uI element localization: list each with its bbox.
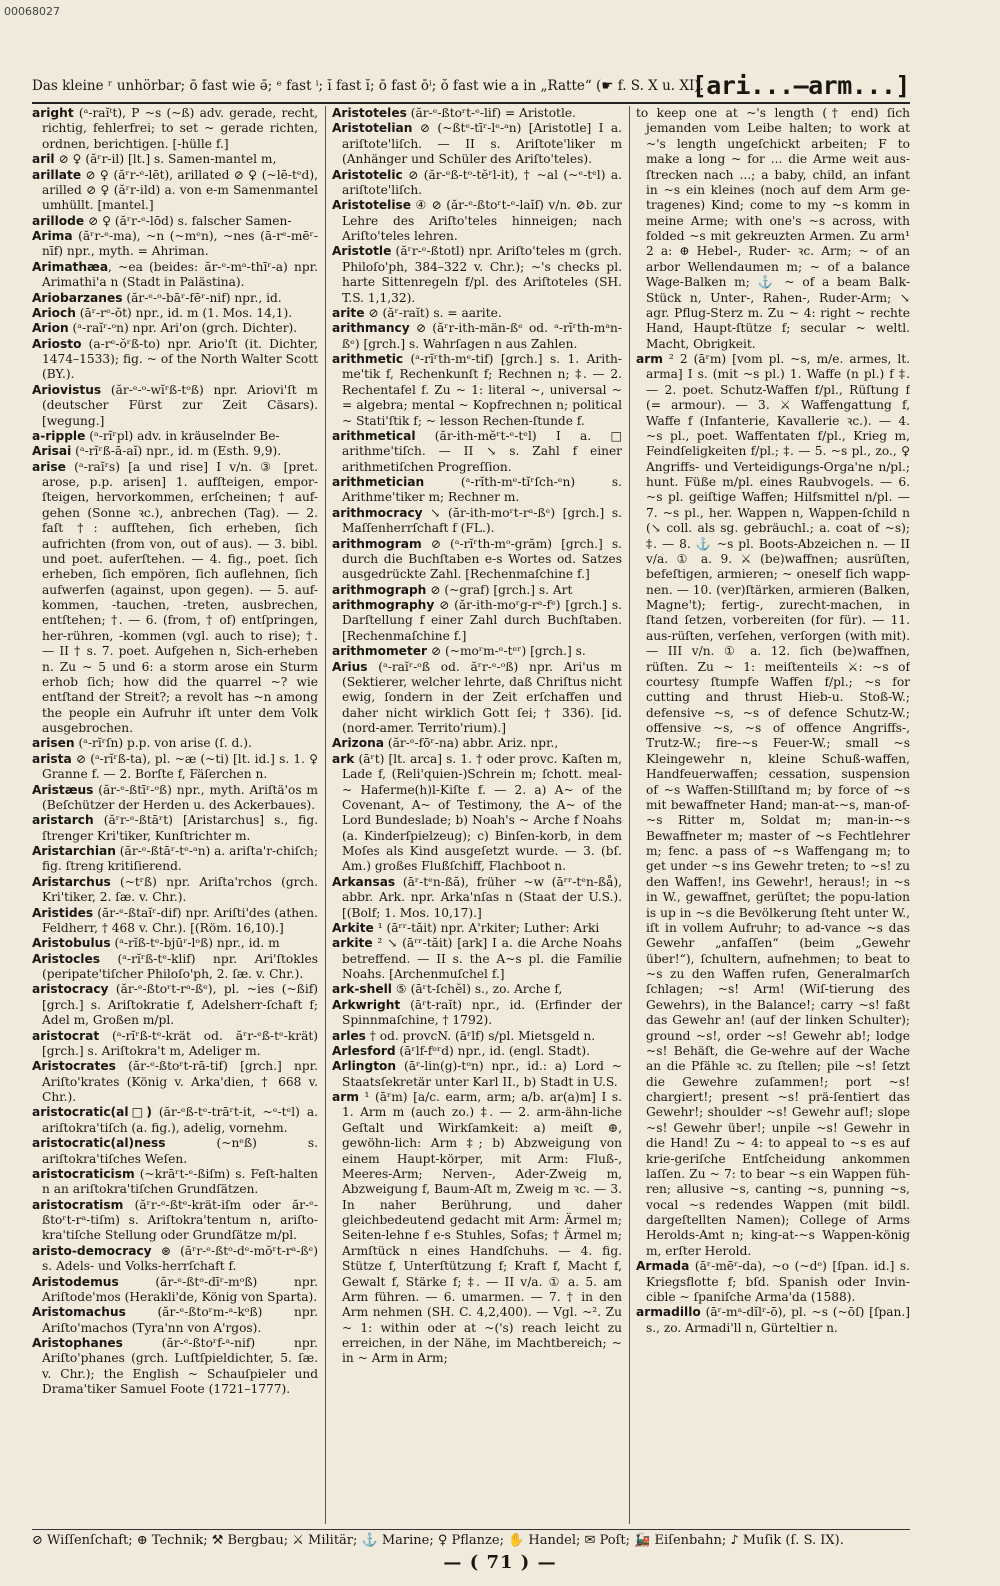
dictionary-entry [32,460,318,737]
entry-text: (ăr-ᵉ-ßtoʳt-rᵃ-ßᵉ), pl. ~ies (~ßif) [grch.] s. Ariſtokratie f, Adelsherr-ſchaft f; Adel m, Großen m/pl. [42,982,318,1028]
entry-text: (ᵃ-rĭʳth-mᵉ-tif) [grch.] s. 1. Arith-me'tik f, Rechenkunſt f; Rechnen n; ‡. — 2. Rechentafel f. Zu ~ 1: literal ~, universal ~ = algebra; mental ~ Kopfrechnen n; political ~ Stati'ſtik f; ~ lesson Rechen-ſtunde f. [342,352,622,428]
dictionary-entry [332,198,622,244]
entry-text: (~nᵉß) s. ariſtokra'tiſches Weſen. [42,1136,318,1166]
entry-headword: aristocracy [32,982,109,997]
entry-text: (āʳ-rᵉ-ŏt) npr., id. m (1. Mos. 14,1). [75,305,293,320]
dictionary-entry [32,337,318,383]
entry-headword: Arizona [332,736,384,751]
entry-headword: arithmogram [332,536,422,551]
entry-text: (ăr-ᵉß-tᵉ-trāʳt-it, ~ᵉ-tᵉl) a. ariſtokra'tiſch (a. fig.), adelig, vornehm. [42,1105,318,1135]
entry-headword: Aristomachus [32,1305,126,1320]
entry-text: (ăʳr-ᵉ-ma), ~n (~mᵉn), ~nes (ā-rᵉ-mēʳ-nīf) npr., myth. = Ahriman. [42,229,318,259]
entry-headword: arisen [32,736,75,751]
dictionary-entry [332,875,622,921]
entry-headword: arithmetical [332,428,416,443]
dictionary-entry [32,1167,318,1198]
column-divider [629,106,630,1524]
entry-headword: armadillo [636,1305,701,1320]
dictionary-entry [32,229,318,260]
dictionary-entry [332,921,622,936]
entry-headword: arithmetician [332,475,425,489]
entry-headword: arillate [32,167,82,182]
entry-text: (ăr-ᵉ-ßtaĭʳ-dif) npr. Ariſti'des (athen. Feldherr, † 468 v. Chr.). [(Röm. 16,10).] [42,905,318,935]
entry-headword: aristocraticism [32,1166,135,1181]
entry-headword: arles [332,1028,366,1043]
entry-headword: aristarch [32,813,94,828]
page-number: — ( 71 ) — [443,1552,557,1573]
dictionary-entry [32,306,318,321]
entry-headword: Arion [32,321,69,336]
entry-headword: Aristotle [332,244,392,259]
entry-headword: aristocratic(al□) [32,1105,152,1120]
entry-headword: arkite [332,936,373,951]
dictionary-entry [32,1244,318,1275]
dictionary-entry [332,352,622,429]
entry-text: , ~ea (beides: ăr-ᵉ-mᵃ-thīʳ-a) npr. Arimathi'a n (Stadt in Palästina). [42,259,318,290]
entry-headword: aristocrat [32,1028,100,1043]
entry-headword: arite [332,305,365,320]
entry-text: ¹ (āʳm) [a/c. earm, arm; a/b. ar(a)m] I s. 1. Arm m (auch zo.) ‡. — 2. arm-ähn-liche Geſtalt und Wirkſamkeit: a) meiſt ⊕, gewöhn-lich: Arm ‡; b) Abzweigung von einem Haupt-körper, mit Arm: Fluß-, Meeres-Arm; Nerven-, Ader-Zweig m, Abzweigung f, Baum-Aſt m, Zweig m ꝛc. — 3. In naher Berührung, und daher gleichbedeutend gedacht mit Arm: Ärmel m; Seiten-lehne f e-s Stuhles, Sofas; † Ärmel m; Armſtück n eines Handſchuhs. — 4. fig. Stütze f, Unterſtützung f; Kraft f, Macht f, Gewalt f, Stärke f; ‡. — II v/a. ① a. 5. am Arm führen. — 6. umarmen. — 7. † in den Arm nehmen (SH. C. 4,2,400). — Vgl. ~². Zu ~ 1: within oder at ~('s) reach leicht zu erreichen, in der Nähe, im Machtbereich; ~ in ~ Arm in Arm; [342,1090,622,1366]
entry-headword: aristocratism [32,1197,124,1212]
entry-headword: Aristarchus [32,874,111,889]
entry-headword: arista [32,751,72,766]
entry-text: (ᵃ-raĭʳs) [a und rise] I v/n. ③ [pret. arose, p.p. arisen] 1. aufſteigen, empor-ſteigen, hervorkommen, erſcheinen; † auf-gehen (Sonne ꝛc.), anbrechen (Tag). — 2. faſt †: aufſtehen, ſich erheben, ſich aufrichten (from von, out of aus). — 3. bibl. und poet. auferſtehen. — 4. fig., poet. ſich erheben, ſich empören, ſich auflehnen, ſich aufwerfen (against, upon gegen). — 5. auf-kommen, -tauchen, -treten, ausbrechen, entſtehen; †. — 6. (from, † of) entſpringen, her-rühren, -kommen (vgl. auch to rise); †. — II † s. 7. poet. Aufgehen n, Sich-erheben n. Zu ~ 5 und 6: a storm arose ein Sturm erhob ſich; how did the quarrel ~? wie entſtand der Streit?; a revolt has ~n among the people ein Aufruhr iſt unter dem Volk ausgebrochen. [42,459,318,735]
entry-text: (ᵃ-rĭʳß-tᵉ-krät od. ăʳr-ᵉß-tᵉ-krät) [grch.] s. Ariſtokra't m, Adeliger m. [42,1028,318,1058]
dictionary-entry [32,291,318,306]
entry-headword: aril [32,152,55,167]
entry-headword: Arkwright [332,997,401,1012]
dictionary-entry [332,936,622,982]
dictionary-entry [32,783,318,814]
symbol-legend: ⊘ Wiſſenſchaft; ⊕ Technik; ⚒ Bergbau; ⚔ Militär; ⚓ Marine; ♀ Pflanze; ✋ Handel; ✉ Poſt; 🚂 Eiſenbahn; ♪ Muſik (ſ. S. IX). [32,1529,910,1548]
entry-text: (ᵃ-rĭß-tᵉ-bjūʳ-lᵒß) npr., id. m [110,936,280,951]
entry-headword: Arlesford [332,1043,396,1058]
dictionary-entry [32,813,318,844]
entry-headword: Aristoteles [332,106,407,120]
entry-text: ④ ⊘ (ăr-ᵉ-ßtoʳt-ᵉ-laĭſ) v/n. ⊘b. zur Lehre des Ariſto'teles hinneigen; nach Ariſto'teles lehren. [342,198,622,243]
entry-headword: Aristodemus [32,1274,119,1289]
dictionary-entry [32,429,318,444]
dictionary-entry [32,214,318,229]
page-range-title: [ari...—arm...] [691,71,910,100]
dictionary-entry [32,1029,318,1060]
dictionary-entry [32,152,318,167]
dictionary-body [32,106,910,1524]
entry-text: (ᵃ-raĭʳ-ᵒß od. ăʳr-ᵉ-ᵒß) npr. Ari'us m (Sektierer, welcher lehrte, daß Chriſtus nicht ewig, ſondern in der Zeit erſchaffen und daher nicht wirklich Gott ſei; † 336). [id. (nord-amer. Territo'rium).] [342,659,622,735]
entry-text: (ăr-ᵉ-ßtᵒ-dīʳ-mᵒß) npr. Ariſtode'mos (Herakli'de, König von Sparta). [42,1274,318,1304]
entry-headword: Aristotelise [332,198,412,213]
dictionary-entry [636,352,910,1259]
entry-text: ² ↘ (āʳʳ-tăit) [ark] I a. die Arche Noahs betreffend. — II s. the A~s pl. die Familie Noahs. [Archenmuſchel f.] [342,936,622,981]
entry-headword: arithmography [332,598,435,612]
entry-text: (ăr-ᵉ-ßtoʳf-ᵃ-nif) npr. Ariſto'phanes (grch. Luſtſpieldichter, 5. ſæ. v. Chr.); the English ~ Schauſpieler und Drama'tiker Samuel Foote (1721–1777). [42,1336,318,1397]
dictionary-entry [636,106,910,352]
entry-text: (ăr-ᵉ-ᵒ-bāʳ-fēʳ-nif) npr., id. [122,290,282,305]
entry-headword: arithmograph [332,582,427,597]
entry-headword: Arkansas [332,874,396,889]
entry-headword: arise [32,459,66,474]
dictionary-entry [32,952,318,983]
entry-headword: Arisai [32,444,72,459]
page-id: 00068027 [4,5,60,18]
dictionary-entry [32,752,318,783]
dictionary-entry [32,1198,318,1244]
entry-headword: arithmancy [332,321,410,336]
entry-text: (ᵃ-rĭʳß-ā-aĭ) npr., id. m (Esth. 9,9). [71,444,282,459]
dictionary-entry [332,537,622,583]
dictionary-entry [332,1029,622,1044]
entry-headword: Aristides [32,905,94,920]
entry-text: (ăr-ᵉ-ßtoʳm-ᵃ-kᵒß) npr. Ariſto'machos (Tyra'nn von A'rgos). [42,1305,318,1335]
dictionary-entry [332,644,622,659]
entry-headword: aristocratic(al)ness [32,1136,166,1151]
entry-text: ↘ (ăr-ith-moʳt-rᵃ-ßᵉ) [grch.] s. Maſſenherrſchaft f (FL.). [342,505,622,536]
entry-headword: Arius [332,659,368,674]
column-middle [332,106,622,1524]
entry-text: (ăr-ᵉ-ßtoʳt-ᵉ-lif) = Aristotle. [406,106,576,120]
entry-headword: Aristæus [32,782,94,797]
dictionary-entry [32,260,318,291]
entry-headword: ark [332,751,355,766]
entry-text: (ăʳr-ᵉ-ßtotl) npr. Ariſto'teles m (grch. Philoſo'ph, 384–322 v. Chr.); ~'s checks pl. harte Sittenregeln f/pl. des Ariſtoteles (SH. T.S. 1,1,32). [342,244,622,305]
dictionary-entry [332,660,622,737]
entry-text: (āʳ-mᵃ-dĭlʳ-ō), pl. ~s (~ōſ) [ſpan.] s., zo. Armadi'll n, Gürteltier n. [646,1305,910,1335]
entry-text: (ăr-ith-mĕʳt-ᵉ-tᵉl) I a. □ arithme'tiſch. — II ↘ s. Zahl f einer arithmetiſchen Progreſſion. [342,428,622,474]
dictionary-entry [32,168,318,214]
entry-headword: arm [636,352,663,366]
dictionary-entry [332,752,622,875]
entry-text: (~tʳß) npr. Ariſta'rchos (grch. Kri'tiker, 2. ſæ. v. Chr.). [42,874,318,905]
dictionary-entry [32,906,318,937]
dictionary-entry [332,506,622,537]
entry-headword: Arkite [332,920,374,935]
dictionary-entry [32,736,318,751]
dictionary-entry [332,736,622,751]
dictionary-entry [32,1059,318,1105]
pronunciation-legend: Das kleine ʳ unhörbar; ō fast wie ǝ̄; ᵉ fast ⁱ; ĭ fast ĭ; ō fast ōⁱ; ŏ fast wie a in „Ratte“ (☛ f. S. X u. XI). [32,78,704,94]
dictionary-entry [332,598,622,644]
entry-text: ¹ (āʳʳ-tăit) npr. A'rkiter; Luther: Arki [373,920,600,935]
dictionary-entry [332,244,622,306]
entry-text: ⊘ (~graf) [grch.] s. Art [426,582,573,597]
entry-headword: aristo-democracy [32,1243,152,1258]
entry-text: (ᵃ-raĭᵗt), P ~s (~ß) adv. gerade, recht, richtig, fehlerfrei; to set ~ gerade richten, ordnen, berichtigen. [-hülle f.] [42,106,318,151]
column-divider [325,106,326,1524]
entry-text: (āʳlf-fᵒʳd) npr., id. (engl. Stadt). [395,1043,590,1058]
entry-text: ⊘ ♀ (ăʳr-ᵉ-lōd) s. falscher Samen- [84,213,292,228]
entry-text: (ăʳr-ᵉ-ßtᵉ-krät-iſm oder ăr-ᵉ-ßtoʳt-rᵃ-tiſm) s. Ariſtokra'tentum n, ariſto-kra'tiſche Stellung oder Grundſätze m/pl. [42,1197,318,1243]
column-left [32,106,318,1524]
entry-text: ⊘ (ăʳ-raĭt) s. = aarite. [364,305,502,320]
entry-text: ⊘ (ᵃ-rĭʳß-ta), pl. ~æ (~ti) [lt. id.] s. 1. ♀ Granne f. — 2. Borſte f, Fäſerchen n. [42,751,318,782]
dictionary-entry [32,1336,318,1398]
entry-text: ⊛ (ăʳr-ᵉ-ßtᵒ-dᵉ-mŏʳt-rᵃ-ßᵉ) s. Adels- und Volks-herrſchaft f. [42,1243,318,1274]
entry-headword: Ariovistus [32,382,102,397]
entry-text: (a-rᵉ-ŏʳß-to) npr. Ario'ſt (it. Dichter, 1474–1533); fig. ~ of the North Walter Scott (BY.). [42,336,318,382]
entry-text: ⑤ (āʳt-ſchĕl) s., zo. Arche f, [391,982,563,997]
entry-headword: arithmetic [332,352,404,366]
entry-headword: Armada [636,1259,690,1274]
entry-headword: arithmometer [332,644,428,659]
entry-text: (āʳ-lin(g)-tᵒn) npr., id.: a) Lord ~ Staatsſekretär unter Karl II., b) Stadt in U.S. [342,1059,622,1089]
entry-headword: Arioch [32,305,76,320]
entry-headword: arillode [32,213,85,228]
entry-headword: Aristocrates [32,1059,116,1074]
entry-text: (āʳ-mēʳ-da), ~o (~dᵒ) [ſpan. id.] s. Kriegsflotte f; bſd. Spanish oder Invin-cible ~ ſpaniſche Arma'da (1588). [646,1259,910,1304]
entry-text: ⊘ ♀ (ăʳr-ᵉ-lēt), arillated ⊘ ♀ (~lē-tᵉd), arilled ⊘ ♀ (ăʳr-ild) a. von e-m Samenmantel umhüllt. [mantel.] [42,167,318,213]
dictionary-entry [332,1059,622,1090]
entry-headword: Aristobulus [32,936,111,951]
entry-text: ⊘ ♀ (ăʳr-il) [lt.] s. Samen-mantel m, [54,152,277,167]
entry-headword: Ariobarzanes [32,290,123,305]
dictionary-entry [32,982,318,1028]
entry-text: (~krāʳt-ᵉ-ßiſm) s. Feſt-halten n an ariſtokra'tiſchen Grundſätzen. [42,1166,318,1197]
entry-text: † od. provcN. (āʳlf) s/pl. Mietsgeld n. [365,1028,596,1043]
dictionary-entry [32,936,318,951]
dictionary-entry [32,1275,318,1306]
dictionary-entry [32,844,318,875]
entry-headword: Ariosto [32,336,82,351]
entry-text: ⊘ (ăr-ith-moʳg-rᵃ-fᵉ) [grch.] s. Darſtellung f einer Zahl durch Buchſtaben. [Rechenmaſchine f.] [342,598,622,643]
entry-headword: arm [332,1090,359,1104]
dictionary-entry [32,444,318,459]
entry-text: ⊘ (ăr-ᵉß-tᵒ-tĕʳl-it), † ~al (~ᵉ-tᵉl) a. ariſtote'liſch. [342,167,622,197]
dictionary-entry [332,583,622,598]
entry-text: (āʳ-tᵉn-ßă), früher ~w (āʳʳ-tᵉn-ßå), abbr. Ark. npr. Arka'nſas n (Staat der U.S.). [(Bolf; 1. Mos. 10,17).] [342,874,622,920]
entry-text: ⊘ (ăʳr-ith-män-ßᵉ od. ᵃ-rĭʳth-mᵃn-ßᵉ) [grch.] s. Wahrſagen n aus Zahlen. [342,321,622,351]
dictionary-entry [332,982,622,997]
entry-headword: Aristocles [32,951,100,966]
entry-text: to keep one at ~'s length († end) ſich jemanden vom Leibe halten; to work at ~'s length ungeſchickt arbeiten; F to make a long ~ for ... die Arme weit aus-ſtrecken nach ...; a baby, child, an infant in ~s ein kleines (noch auf dem Arm ge-tragenes) Kind; come to my ~s komm in meine Arme; with one's ~s across, with folded ~s mit gekreuzten Armen. Zu arm¹ 2 a: ⊕ Hebel-, Ruder- ꝛc. Arm; ~ of an arbor Wellendaumen m; ~ of a balance Wage-Balken m; ⚓ ~ of a beam Balk-Stück n, Unter-, Rahen-, Ruder-Arm; ↘ agr. Pflug-Sterz m. Zu ~ 4: right ~ rechte Hand, Haupt-ſtütze f; secular ~ weltl. Macht, Obrigkeit. [636,106,910,351]
entry-text: (ᵃ-rĭth-mᵉ-tĭʳſch-ᵉn) s. Arithme'tiker m; Rechner m. [342,475,622,505]
entry-text: ⊘ (~moʳm-ᵉ-tᵉʳ) [grch.] s. [427,644,586,659]
page-header [32,62,910,104]
dictionary-entry [332,168,622,199]
column-right [636,106,910,1524]
entry-text: (ᵃ-rĭʳß-tᵉ-klif) npr. Ari'ſtokles (peripate'tiſcher Philoſo'ph, 2. ſæ. v. Chr.). [42,951,318,981]
entry-text: (āʳt-raĭt) npr., id. (Erfinder der Spinnmaſchine, † 1792). [342,997,622,1028]
entry-text: ⊘ (~ßtᵉ-tīʳ-lᵉ-ᵃn) [Aristotle] I a. ariſtote'liſch. — II s. Ariſtote'liker m (Anhänger und Schüler des Ariſto'teles). [342,121,622,167]
entry-headword: Arima [32,229,73,243]
dictionary-entry [32,106,318,152]
dictionary-entry [32,1136,318,1167]
entry-text: (āʳt) [lt. arca] s. 1. † oder provc. Kaſten m, Lade f, (Reli'quien-)Schrein m; ſchott. meal-~ Haferme(h)l-Kiſte f. — 2. a) A~ of the Covenant, A~ of Testimony, the A~ of the Lord Bundeslade; b) Noah's ~ Arche f Noahs (a. Kinderſpielzeug); c) Binſen-korb, in dem Moſes als Kind ausgeſetzt wurde. — 3. (bſ. Am.) großes Flußſchiff, Flachboot n. [342,751,622,874]
entry-headword: Arlington [332,1059,397,1074]
dictionary-entry [32,383,318,429]
dictionary-entry [332,121,622,167]
dictionary-entry [332,306,622,321]
entry-headword: arithmocracy [332,505,423,520]
entry-text: (ᵃ-raĭʳ-ᵒn) npr. Ari'on (grch. Dichter). [68,321,298,336]
entry-text: (ăr-ᵉ-ßtīʳ-ᵒß) npr., myth. Ariſtä'os m (Beſchützer der Herden u. des Ackerbaues). [42,782,318,812]
entry-headword: Aristarchian [32,844,116,858]
dictionary-entry [332,998,622,1029]
dictionary-entry [32,1305,318,1336]
dictionary-entry [332,475,622,506]
dictionary-entry [636,1259,910,1305]
entry-headword: Aristotelic [332,167,403,182]
entry-text: (ᵃ-rĭʳſn) p.p. von arise (ſ. d.). [74,736,252,751]
entry-text: (ăr-ᵉ-ßtoʳt-rā-tif) [grch.] npr. Ariſto'krates (König v. Arka'dien, † 668 v. Chr.). [42,1059,318,1104]
dictionary-entry [32,1105,318,1136]
dictionary-entry [332,1044,622,1059]
dictionary-entry [332,1090,622,1367]
entry-text: (ăr-ᵉ-fōʳ-na) abbr. Ariz. npr., [384,736,559,751]
dictionary-entry [332,106,622,121]
entry-text: (ăr-ᵉ-ßtāʳ-tᵉ-ᵃn) a. ariſta'r-chiſch; fig. ſtreng kritiſierend. [42,844,318,874]
entry-text: (ᵃ-rĭʳpl) adv. in kräuselnder Be- [85,428,280,443]
entry-headword: Arimathæa [32,259,109,274]
entry-text: (ăʳr-ᵉ-ßtāʳt) [Aristarchus] s., fig. ſtrenger Kri'tiker, Kunſtrichter m. [42,813,318,843]
dictionary-entry [32,875,318,906]
dictionary-entry [636,1305,910,1336]
dictionary-entry [332,321,622,352]
entry-text: ⊘ (ᵃ-rĭʳth-mᵒ-grăm) [grch.] s. durch die Buchſtaben e-s Wortes od. Satzes ausgedrückte Zahl. [Rechenmaſchine f.] [342,536,622,582]
entry-headword: aright [32,106,74,120]
entry-headword: a-ripple [32,428,86,443]
entry-text: (ăr-ᵉ-ᵒ-wĭʳß-tᵒß) npr. Ariovi'ſt m (deutscher Fürst zur Zeit Cäsars). [wegung.] [42,382,318,428]
entry-headword: Aristophanes [32,1336,123,1350]
entry-text: ² 2 (āʳm) [vom pl. ~s, m/e. armes, lt. arma] I s. (mit ~s pl.) 1. Waffe (n pl.) f ‡. — 2. poet. Schutz-Waffen f/pl., Rüſtung f (= armour). — 3. ⚔ Waffengattung f, Waffe f (Infanterie, Kavallerie ꝛc.). — 4. ~s pl., poet. Waffentaten f/pl., Krieg m, Feindſeligkeiten f/pl.; ‡. — 5. ~s pl., zo., ♀ Angriffs- und Verteidigungs-Orga'ne n/pl.; hunt. Füße m/pl. eines Raubvogels. — 6. ~s pl. geiſtige Waffen; Hilfsmittel n/pl. — 7. ~s pl., her. Wappen n, Wappen-ſchild n (↘ coll. als sg. gebräuchl.; a. coat of ~s); ‡. — 8. ⚓ ~s pl. Boots-Abzeichen n. — II v/a. ① a. 9. ⚔ (be)waffnen; ausrüſten, befeſtigen, armieren; ~ oneself ſich wapp-nen. — 10. (ver)ſtärken, armieren (Balken, Magne't); fertig-, zurecht-machen, in ſtand ſetzen, vorbereiten (for für). — 11. aus-rüſten, verſehen, verſorgen (with mit). — III v/n. ① a. 12. ſich (be)waffnen, rüſten. Zu ~ 1: meiſtenteils ⚔: ~s of courtesy ſtumpfe Waffen f/pl.; ~s for cutting and thrust Hieb-u. Stoß-W.; defensive ~s, ~s of defence Schutz-W.; offensive ~s, ~s of offence Angriffs-, Trutz-W.; fire-~s Feuer-W.; small ~s Kleingewehr n, kleine Schuß-waffen, Handfeuerwaffen; cessation, suspension of ~s Waffen-Stillſtand m; by force of ~s mit bewaffneter Hand; man-at-~s, man-of-~s Ritter m, Soldat m; man-in-~s Bewaffneter m; master of ~s Fechtlehrer m; fenc. a pass of ~s Waffengang m; to get under ~s ins Gewehr treten; to ~s! zu den Waffen!, ins Gewehr!, heraus!; in ~s in W., gewaffnet, gerüſtet; the popu-lation is up in ~s die Bevölkerung ſteht unter W., iſt in vollem Aufruhr; to ad-vance ~s das Gewehr „anfaſſen“ (beim „Gewehr über!“), ſchultern, aufnehmen; to beat to ~s zu den Waffen rufen, Generalmarſch ſchlagen; ~s! Arm! (Wiſ-tierung des Gewehrs), in the Balance!; carry ~s! faßt das Gewehr an! (auf der linken Schulter); ground ~s!, order ~s! Gewehr ab!; lodge ~s! Behäſt, die Ge-wehre auf der Wache an die Pfähle ꝛc. zu ſtellen; pile ~s! ſetzt die Gewehre zuſammen!; port ~s! chargiert!; present ~s! prä-ſentiert das Gewehr!; shoulder ~s! Gewehr auf!; slope ~s! Gewehr über!; unpile ~s! Gewehr in die Hand! Zu ~ 4: to appeal to ~s es auf krie-geriſche Entſcheidung ankommen laſſen. Zu ~ 7: to bear ~s ein Wappen füh-ren; allusive ~s, canting ~s, punning ~s, vocal ~s redendes Wappen (mit bildl. dargeſtellten Namen); College of Arms Herolds-Amt n; king-at-~s Wappen-könig m, erſter Herold. [646,352,910,1258]
dictionary-entry [32,321,318,336]
dictionary-entry [332,429,622,475]
entry-headword: ark-shell [332,982,392,997]
entry-headword: Aristotelian [332,121,413,136]
